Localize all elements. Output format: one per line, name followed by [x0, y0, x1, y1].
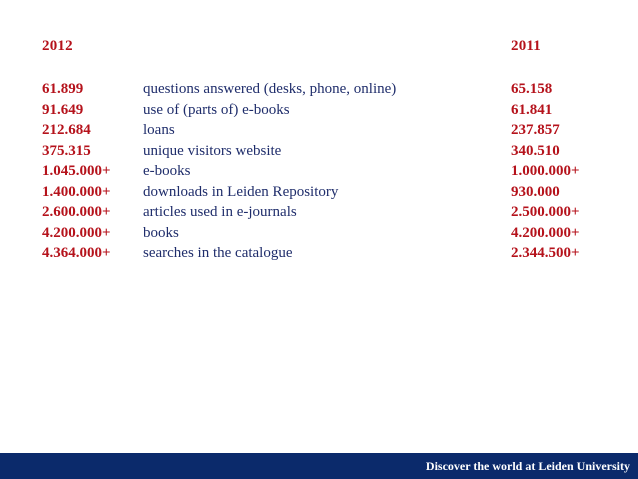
stat-description: searches in the catalogue — [143, 245, 293, 261]
stat-row — [0, 202, 638, 223]
stat-row — [0, 223, 638, 244]
value-2011: 1.000.000+ — [511, 163, 580, 179]
stat-row — [0, 79, 638, 100]
stat-description: articles used in e-journals — [143, 204, 297, 220]
value-2012: 4.200.000+ — [42, 224, 111, 241]
stat-row — [0, 243, 638, 264]
value-2011: 61.841 — [511, 101, 553, 118]
value-2012: 4.364.000+ — [42, 245, 111, 261]
stat-description: loans — [143, 122, 175, 138]
stat-row — [0, 161, 638, 182]
stat-description: use of (parts of) e-books — [143, 101, 290, 118]
stat-description: downloads in Leiden Repository — [143, 183, 339, 200]
stat-row — [0, 141, 638, 162]
stat-description: e-books — [143, 163, 191, 179]
value-2011: 237.857 — [511, 122, 560, 138]
footer-tagline: Discover the world at Leiden University — [425, 459, 630, 473]
value-2012: 2.600.000+ — [42, 204, 111, 220]
year-2012-header: 2012 — [42, 38, 73, 54]
footer-bar — [0, 453, 638, 479]
year-2011-header: 2011 — [511, 38, 541, 54]
value-2011: 4.200.000+ — [511, 224, 580, 241]
value-2012: 61.899 — [42, 81, 84, 97]
stat-row — [0, 100, 638, 121]
statistics-table — [0, 79, 638, 264]
value-2012: 1.400.000+ — [42, 183, 111, 200]
value-2012: 91.649 — [42, 101, 84, 118]
value-2011: 2.344.500+ — [511, 245, 580, 261]
value-2012: 375.315 — [42, 142, 91, 159]
value-2012: 212.684 — [42, 122, 91, 138]
value-2011: 65.158 — [511, 81, 553, 97]
stat-description: questions answered (desks, phone, online) — [143, 81, 397, 97]
value-2012: 1.045.000+ — [42, 163, 111, 179]
stat-description: unique visitors website — [143, 142, 282, 159]
stat-description: books — [143, 224, 179, 241]
value-2011: 340.510 — [511, 142, 560, 159]
stat-row — [0, 120, 638, 141]
value-2011: 2.500.000+ — [511, 204, 580, 220]
value-2011: 930.000 — [511, 183, 560, 200]
stat-row — [0, 182, 638, 203]
